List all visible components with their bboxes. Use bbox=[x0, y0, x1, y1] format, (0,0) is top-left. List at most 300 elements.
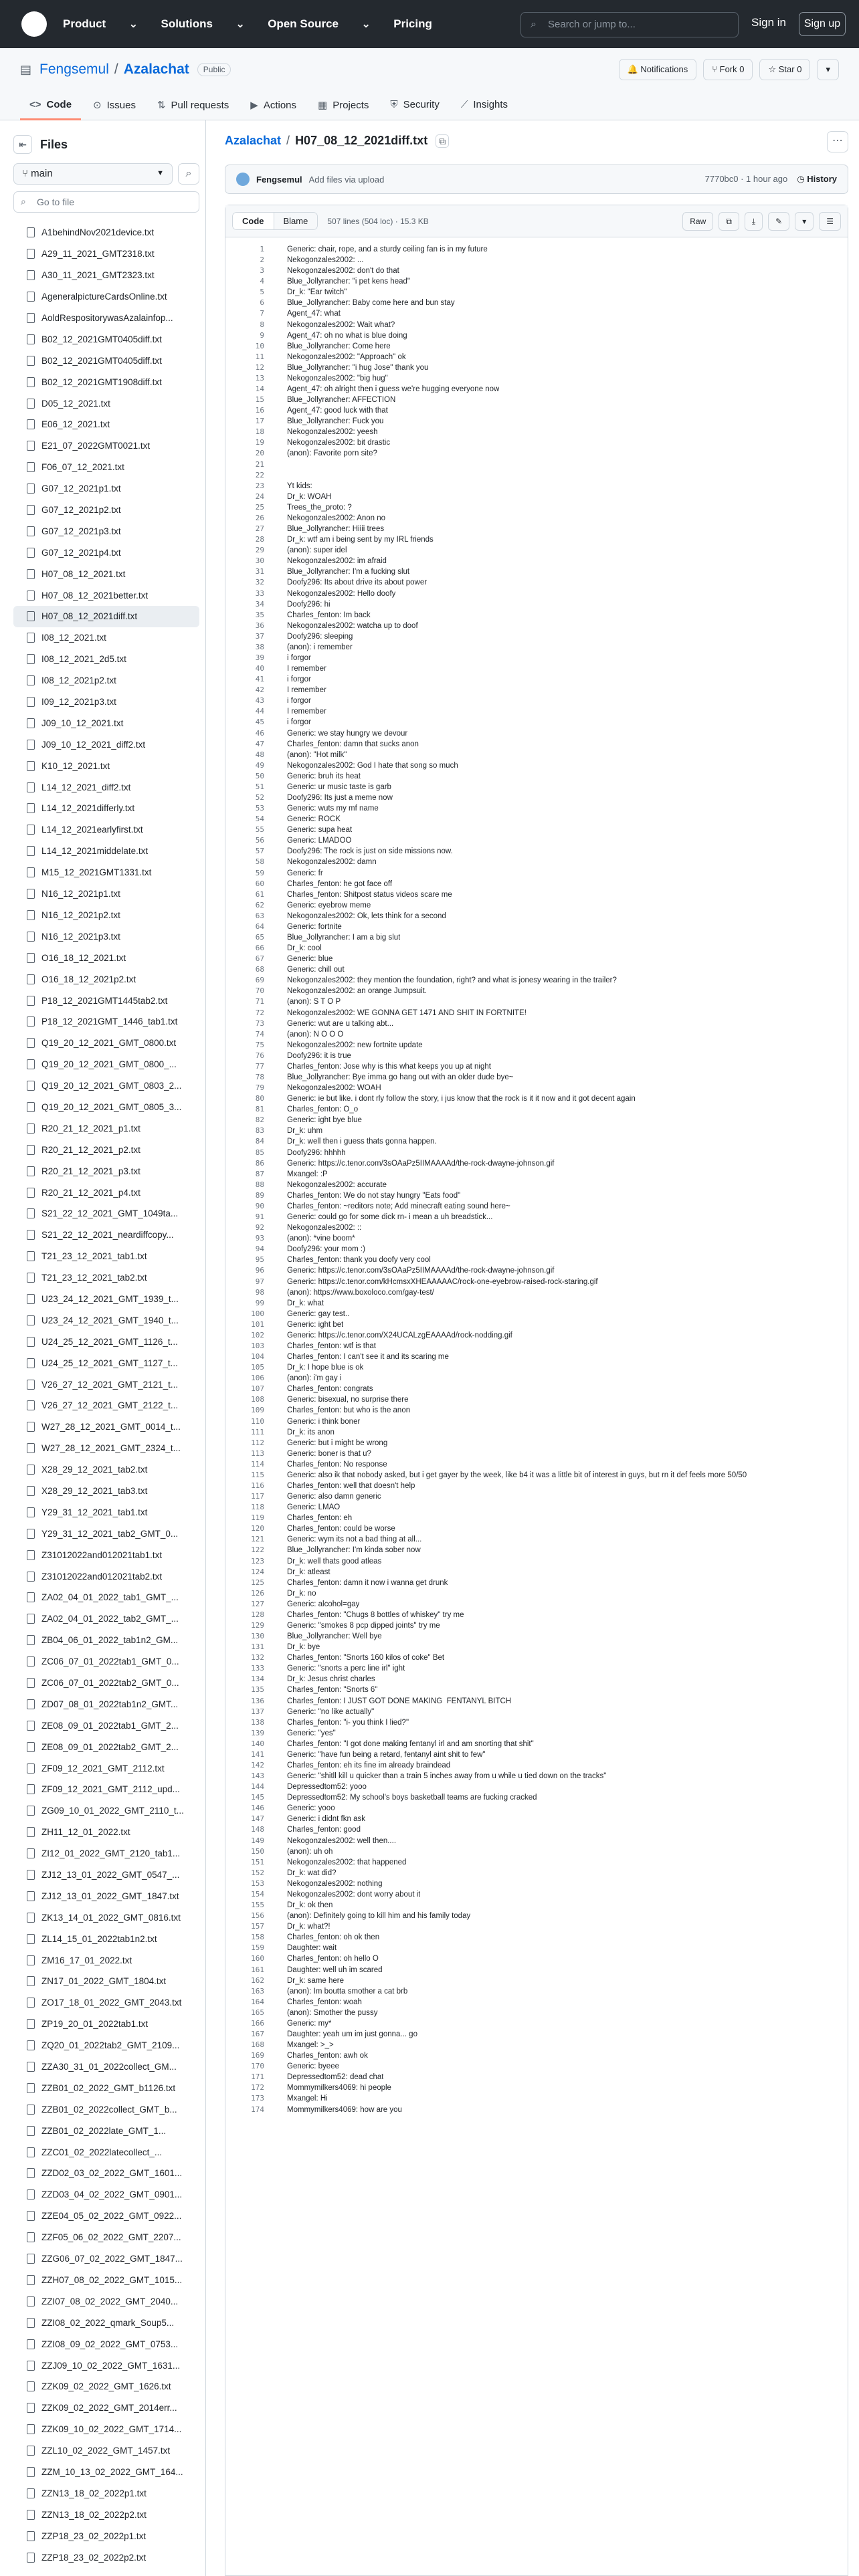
line-number[interactable]: 99 bbox=[255, 1298, 264, 1307]
topnav-product[interactable]: Product bbox=[63, 17, 106, 30]
line-number[interactable]: 157 bbox=[251, 1922, 264, 1931]
line-number[interactable]: 119 bbox=[251, 1513, 264, 1523]
file-tree-item[interactable] bbox=[13, 1011, 199, 1033]
line-number[interactable]: 94 bbox=[255, 1245, 264, 1254]
file-tree-item[interactable] bbox=[13, 520, 199, 542]
file-tree-item[interactable] bbox=[13, 883, 199, 905]
line-number[interactable]: 91 bbox=[255, 1212, 264, 1222]
file-tree-item[interactable] bbox=[13, 2248, 199, 2270]
notifications-button[interactable]: 🔔 Notifications bbox=[619, 59, 697, 80]
avatar[interactable] bbox=[236, 173, 250, 186]
file-tree-item[interactable] bbox=[13, 265, 199, 286]
line-number[interactable]: 163 bbox=[251, 1986, 264, 1996]
line-number[interactable]: 61 bbox=[255, 889, 264, 899]
line-number[interactable]: 127 bbox=[251, 1599, 264, 1608]
line-number[interactable]: 113 bbox=[251, 1448, 264, 1458]
line-number[interactable]: 36 bbox=[255, 621, 264, 630]
line-number[interactable]: 44 bbox=[255, 707, 264, 716]
line-number[interactable]: 29 bbox=[255, 546, 264, 555]
file-tree-item[interactable] bbox=[13, 1097, 199, 1118]
file-tree-item[interactable] bbox=[13, 1203, 199, 1224]
sign-in-link[interactable]: Sign in bbox=[751, 16, 786, 29]
line-number[interactable]: 144 bbox=[251, 1782, 264, 1792]
file-tree-item[interactable] bbox=[13, 2333, 199, 2355]
edit-dropdown-icon[interactable]: ▾ bbox=[795, 212, 814, 231]
file-tree-item[interactable] bbox=[13, 1459, 199, 1481]
file-tree-item[interactable] bbox=[13, 350, 199, 371]
line-number[interactable]: 87 bbox=[255, 1169, 264, 1178]
file-tree-item[interactable] bbox=[13, 1438, 199, 1459]
file-tree-item[interactable] bbox=[13, 1587, 199, 1608]
line-number[interactable]: 139 bbox=[251, 1728, 264, 1737]
line-number[interactable]: 27 bbox=[255, 524, 264, 534]
raw-button[interactable]: Raw bbox=[682, 212, 713, 231]
line-number[interactable]: 6 bbox=[260, 298, 264, 308]
line-number[interactable]: 1 bbox=[260, 245, 264, 253]
file-tree-item[interactable] bbox=[13, 905, 199, 926]
tab-security[interactable] bbox=[381, 94, 448, 120]
file-tree-item[interactable] bbox=[13, 968, 199, 990]
line-number[interactable]: 97 bbox=[255, 1277, 264, 1286]
commit-message[interactable]: Add files via upload bbox=[308, 174, 385, 185]
line-number[interactable]: 79 bbox=[255, 1083, 264, 1093]
file-tree-item[interactable] bbox=[13, 1309, 199, 1331]
line-number[interactable]: 112 bbox=[251, 1438, 264, 1447]
line-number[interactable]: 159 bbox=[251, 1943, 264, 1953]
line-number[interactable]: 67 bbox=[255, 954, 264, 964]
file-tree-item[interactable] bbox=[13, 1501, 199, 1523]
line-number[interactable]: 132 bbox=[251, 1653, 264, 1662]
file-tree-item[interactable] bbox=[13, 1224, 199, 1246]
line-number[interactable]: 168 bbox=[251, 2040, 264, 2050]
file-tree-item[interactable] bbox=[13, 1075, 199, 1097]
line-number[interactable]: 37 bbox=[255, 631, 264, 641]
file-tree-item[interactable] bbox=[13, 1693, 199, 1715]
line-number[interactable]: 64 bbox=[255, 922, 264, 931]
line-number[interactable]: 8 bbox=[260, 320, 264, 329]
edit-icon[interactable]: ✎ bbox=[768, 212, 789, 231]
file-tree-item[interactable] bbox=[13, 2227, 199, 2248]
line-number[interactable]: 129 bbox=[251, 1621, 264, 1630]
file-tree-item[interactable] bbox=[13, 1757, 199, 1779]
line-number[interactable]: 84 bbox=[255, 1137, 264, 1146]
line-number[interactable]: 156 bbox=[251, 1911, 264, 1921]
file-tree-item[interactable] bbox=[13, 1416, 199, 1438]
file-tree-item[interactable] bbox=[13, 1992, 199, 2014]
line-number[interactable]: 126 bbox=[251, 1588, 264, 1598]
line-number[interactable]: 71 bbox=[255, 997, 264, 1006]
line-number[interactable]: 96 bbox=[255, 1266, 264, 1275]
file-tree-item[interactable] bbox=[13, 1246, 199, 1267]
copy-raw-icon[interactable]: ⧉ bbox=[719, 212, 739, 231]
repo-name-link[interactable]: Azalachat bbox=[123, 62, 189, 77]
star-button[interactable]: ☆ Star 0 bbox=[759, 59, 810, 80]
blame-view-button[interactable]: Blame bbox=[274, 213, 318, 229]
line-number[interactable]: 31 bbox=[255, 567, 264, 576]
file-tree-item[interactable] bbox=[13, 308, 199, 329]
file-tree-item[interactable] bbox=[13, 1736, 199, 1757]
line-number[interactable]: 148 bbox=[251, 1825, 264, 1834]
line-number[interactable]: 147 bbox=[251, 1814, 264, 1824]
line-number[interactable]: 39 bbox=[255, 653, 264, 662]
line-number[interactable]: 160 bbox=[251, 1954, 264, 1963]
line-number[interactable]: 3 bbox=[260, 266, 264, 276]
line-number[interactable]: 75 bbox=[255, 1040, 264, 1049]
line-number[interactable]: 153 bbox=[251, 1879, 264, 1888]
line-number[interactable]: 14 bbox=[255, 385, 264, 394]
tab-insights[interactable] bbox=[452, 94, 517, 120]
file-tree-item[interactable] bbox=[13, 2440, 199, 2462]
file-tree-item[interactable] bbox=[13, 2270, 199, 2291]
breadcrumb-repo-link[interactable]: Azalachat bbox=[225, 134, 282, 147]
commit-hash[interactable]: 7770bc0 · 1 hour ago bbox=[704, 174, 788, 184]
file-tree-item[interactable] bbox=[13, 1139, 199, 1160]
line-number[interactable]: 11 bbox=[255, 352, 264, 361]
github-logo-icon[interactable] bbox=[21, 11, 47, 37]
file-tree-item[interactable] bbox=[13, 1523, 199, 1544]
file-tree-item[interactable] bbox=[13, 1566, 199, 1587]
file-tree-item[interactable] bbox=[13, 2397, 199, 2419]
file-tree-item[interactable] bbox=[13, 1651, 199, 1673]
file-tree-item[interactable] bbox=[13, 2355, 199, 2376]
file-tree-item[interactable] bbox=[13, 1800, 199, 1822]
line-number[interactable]: 155 bbox=[251, 1901, 264, 1910]
line-number[interactable]: 110 bbox=[251, 1416, 264, 1426]
search-input[interactable] bbox=[520, 12, 739, 37]
line-number[interactable]: 81 bbox=[255, 1105, 264, 1114]
line-number[interactable]: 164 bbox=[251, 1997, 264, 2006]
file-tree-item[interactable] bbox=[13, 1054, 199, 1075]
history-button[interactable]: ◷ History bbox=[797, 174, 837, 184]
file-tree-item[interactable] bbox=[13, 2290, 199, 2312]
file-tree-item[interactable] bbox=[13, 563, 199, 584]
file-tree-item[interactable] bbox=[13, 2206, 199, 2227]
file-tree-item[interactable] bbox=[13, 606, 199, 627]
line-number[interactable]: 47 bbox=[255, 739, 264, 748]
line-number[interactable]: 40 bbox=[255, 664, 264, 673]
collapse-sidebar-icon[interactable]: ⇤ bbox=[13, 135, 32, 154]
file-tree-item[interactable] bbox=[13, 1374, 199, 1395]
line-number[interactable]: 51 bbox=[255, 782, 264, 791]
line-number[interactable]: 134 bbox=[251, 1675, 264, 1684]
symbols-panel-icon[interactable]: ☰ bbox=[819, 212, 841, 231]
line-number[interactable]: 73 bbox=[255, 1018, 264, 1028]
line-number[interactable]: 90 bbox=[255, 1201, 264, 1210]
line-number[interactable]: 21 bbox=[255, 459, 264, 469]
line-number[interactable]: 66 bbox=[255, 944, 264, 953]
line-number[interactable]: 32 bbox=[255, 578, 264, 587]
file-tree-item[interactable] bbox=[13, 1481, 199, 1502]
line-number[interactable]: 109 bbox=[251, 1406, 264, 1415]
file-tree-item[interactable] bbox=[13, 2482, 199, 2504]
file-tree-item[interactable] bbox=[13, 222, 199, 243]
line-number[interactable]: 114 bbox=[251, 1459, 264, 1469]
line-number[interactable]: 9 bbox=[260, 330, 264, 340]
line-number[interactable]: 76 bbox=[255, 1051, 264, 1060]
star-dropdown-button[interactable]: ▾ bbox=[817, 59, 839, 80]
line-number[interactable]: 98 bbox=[255, 1287, 264, 1297]
line-number[interactable]: 121 bbox=[251, 1535, 264, 1544]
file-tree-item[interactable] bbox=[13, 2077, 199, 2099]
line-number[interactable]: 10 bbox=[255, 341, 264, 350]
file-tree-item[interactable] bbox=[13, 328, 199, 350]
line-number[interactable]: 62 bbox=[255, 900, 264, 909]
line-number[interactable]: 141 bbox=[251, 1749, 264, 1759]
file-tree-item[interactable] bbox=[13, 1352, 199, 1374]
search-files-button[interactable]: ⌕ bbox=[178, 163, 199, 185]
line-number[interactable]: 146 bbox=[251, 1804, 264, 1813]
sign-up-button[interactable]: Sign up bbox=[799, 12, 846, 36]
line-number[interactable]: 12 bbox=[255, 362, 264, 372]
line-number[interactable]: 63 bbox=[255, 911, 264, 920]
line-number[interactable]: 78 bbox=[255, 1073, 264, 1082]
line-number[interactable]: 52 bbox=[255, 792, 264, 802]
file-tree-item[interactable] bbox=[13, 1843, 199, 1864]
line-number[interactable]: 123 bbox=[251, 1556, 264, 1566]
line-number[interactable]: 83 bbox=[255, 1126, 264, 1136]
tab-pull-requests[interactable] bbox=[148, 94, 238, 120]
file-tree-item[interactable] bbox=[13, 435, 199, 457]
line-number[interactable]: 33 bbox=[255, 588, 264, 598]
file-tree-item[interactable] bbox=[13, 1267, 199, 1289]
line-number[interactable]: 70 bbox=[255, 986, 264, 996]
line-number[interactable]: 4 bbox=[260, 277, 264, 286]
line-number[interactable]: 65 bbox=[255, 933, 264, 942]
line-number[interactable]: 30 bbox=[255, 556, 264, 566]
file-tree-item[interactable] bbox=[13, 712, 199, 734]
line-number[interactable]: 169 bbox=[251, 2051, 264, 2060]
file-tree-item[interactable] bbox=[13, 819, 199, 841]
line-number[interactable]: 165 bbox=[251, 2008, 264, 2017]
line-number[interactable]: 42 bbox=[255, 685, 264, 695]
file-tree-item[interactable] bbox=[13, 1544, 199, 1566]
line-number[interactable]: 26 bbox=[255, 513, 264, 522]
tab-issues[interactable] bbox=[84, 94, 145, 120]
line-number[interactable]: 171 bbox=[251, 2072, 264, 2082]
line-number[interactable]: 108 bbox=[251, 1395, 264, 1404]
line-number[interactable]: 45 bbox=[255, 718, 264, 727]
commit-author[interactable]: Fengsemul bbox=[256, 174, 302, 185]
file-tree-item[interactable] bbox=[13, 1907, 199, 1928]
more-options-button[interactable]: ⋯ bbox=[827, 131, 848, 152]
go-to-file-input[interactable] bbox=[13, 191, 199, 213]
line-number[interactable]: 130 bbox=[251, 1632, 264, 1641]
file-tree-item[interactable] bbox=[13, 478, 199, 500]
topnav-pricing[interactable]: Pricing bbox=[393, 17, 432, 30]
line-number[interactable]: 122 bbox=[251, 1545, 264, 1555]
file-tree-item[interactable] bbox=[13, 2312, 199, 2333]
line-number[interactable]: 24 bbox=[255, 492, 264, 501]
line-number[interactable]: 68 bbox=[255, 965, 264, 974]
line-number[interactable]: 77 bbox=[255, 1061, 264, 1071]
line-number[interactable]: 135 bbox=[251, 1685, 264, 1695]
line-number[interactable]: 170 bbox=[251, 2062, 264, 2071]
line-number[interactable]: 13 bbox=[255, 373, 264, 383]
line-number[interactable]: 128 bbox=[251, 1610, 264, 1619]
fork-button[interactable]: ⑂ Fork 0 bbox=[703, 59, 753, 80]
line-number[interactable]: 172 bbox=[251, 2083, 264, 2092]
line-number[interactable]: 102 bbox=[251, 1330, 264, 1339]
line-number[interactable]: 105 bbox=[251, 1363, 264, 1372]
line-number[interactable]: 50 bbox=[255, 771, 264, 780]
file-tree-item[interactable] bbox=[13, 776, 199, 798]
file-tree-item[interactable] bbox=[13, 1160, 199, 1182]
code-view-button[interactable]: Code bbox=[233, 213, 274, 229]
line-number[interactable]: 23 bbox=[255, 481, 264, 490]
line-number[interactable]: 152 bbox=[251, 1868, 264, 1877]
line-number[interactable]: 125 bbox=[251, 1578, 264, 1587]
line-number[interactable]: 124 bbox=[251, 1567, 264, 1576]
file-tree-item[interactable] bbox=[13, 2376, 199, 2397]
download-icon[interactable]: ⤓ bbox=[745, 212, 763, 231]
line-number[interactable]: 86 bbox=[255, 1158, 264, 1168]
line-number[interactable]: 16 bbox=[255, 406, 264, 415]
file-tree-item[interactable] bbox=[13, 1885, 199, 1907]
line-number[interactable]: 28 bbox=[255, 535, 264, 544]
line-number[interactable]: 103 bbox=[251, 1341, 264, 1350]
line-number[interactable]: 106 bbox=[251, 1374, 264, 1383]
line-number[interactable]: 53 bbox=[255, 804, 264, 813]
branch-selector[interactable]: ⑂ main ▼ bbox=[13, 163, 173, 185]
line-number[interactable]: 54 bbox=[255, 815, 264, 824]
file-tree-item[interactable] bbox=[13, 2547, 199, 2568]
line-number[interactable]: 131 bbox=[251, 1642, 264, 1652]
file-tree-item[interactable] bbox=[13, 2056, 199, 2078]
line-number[interactable]: 57 bbox=[255, 847, 264, 856]
file-tree-item[interactable] bbox=[13, 2120, 199, 2141]
file-tree-item[interactable] bbox=[13, 1395, 199, 1416]
line-number[interactable]: 58 bbox=[255, 857, 264, 867]
file-tree-item[interactable] bbox=[13, 670, 199, 691]
file-tree-item[interactable] bbox=[13, 243, 199, 265]
line-number[interactable]: 72 bbox=[255, 1008, 264, 1017]
file-tree-item[interactable] bbox=[13, 1673, 199, 1694]
tab-code[interactable] bbox=[20, 94, 81, 120]
line-number[interactable]: 137 bbox=[251, 1707, 264, 1716]
file-tree-item[interactable] bbox=[13, 691, 199, 713]
line-number[interactable]: 136 bbox=[251, 1696, 264, 1705]
line-number[interactable]: 85 bbox=[255, 1148, 264, 1157]
line-number[interactable]: 118 bbox=[251, 1503, 264, 1512]
file-tree-item[interactable] bbox=[13, 1117, 199, 1139]
file-tree-item[interactable] bbox=[13, 755, 199, 776]
line-number[interactable]: 154 bbox=[251, 1889, 264, 1899]
line-number[interactable]: 167 bbox=[251, 2029, 264, 2038]
line-number[interactable]: 162 bbox=[251, 1975, 264, 1985]
line-number[interactable]: 60 bbox=[255, 879, 264, 888]
line-number[interactable]: 38 bbox=[255, 642, 264, 651]
file-tree-item[interactable] bbox=[13, 2419, 199, 2440]
line-number[interactable]: 80 bbox=[255, 1094, 264, 1103]
file-tree-item[interactable] bbox=[13, 1331, 199, 1352]
file-tree-item[interactable] bbox=[13, 1822, 199, 1843]
file-tree-item[interactable] bbox=[13, 286, 199, 308]
file-tree-item[interactable] bbox=[13, 926, 199, 947]
file-tree-item[interactable] bbox=[13, 947, 199, 968]
topnav-open-source[interactable]: Open Source bbox=[268, 17, 339, 30]
file-tree-item[interactable] bbox=[13, 2141, 199, 2163]
line-number[interactable]: 116 bbox=[251, 1481, 264, 1490]
file-tree-item[interactable] bbox=[13, 1033, 199, 1054]
line-number[interactable]: 35 bbox=[255, 610, 264, 619]
file-tree-item[interactable] bbox=[13, 542, 199, 563]
line-number[interactable]: 56 bbox=[255, 836, 264, 845]
file-tree-item[interactable] bbox=[13, 1182, 199, 1203]
line-number[interactable]: 138 bbox=[251, 1717, 264, 1727]
file-tree-item[interactable] bbox=[13, 1779, 199, 1800]
file-tree-item[interactable] bbox=[13, 1864, 199, 1886]
file-tree-item[interactable] bbox=[13, 649, 199, 670]
file-tree-item[interactable] bbox=[13, 798, 199, 819]
line-number[interactable]: 151 bbox=[251, 1857, 264, 1866]
line-number[interactable]: 34 bbox=[255, 599, 264, 609]
line-number[interactable]: 143 bbox=[251, 1772, 264, 1781]
line-number[interactable]: 2 bbox=[260, 255, 264, 265]
file-tree-item[interactable] bbox=[13, 841, 199, 862]
line-number[interactable]: 115 bbox=[251, 1470, 264, 1479]
line-number[interactable]: 48 bbox=[255, 750, 264, 759]
line-number[interactable]: 25 bbox=[255, 502, 264, 512]
line-number[interactable]: 111 bbox=[251, 1427, 264, 1436]
line-number[interactable]: 166 bbox=[251, 2018, 264, 2028]
file-tree-item[interactable] bbox=[13, 734, 199, 755]
line-number[interactable]: 133 bbox=[251, 1664, 264, 1673]
line-number[interactable]: 69 bbox=[255, 976, 264, 985]
copy-path-icon[interactable]: ⧉ bbox=[436, 134, 449, 148]
line-number[interactable]: 5 bbox=[260, 288, 264, 297]
tab-projects[interactable] bbox=[308, 94, 378, 120]
line-number[interactable]: 101 bbox=[251, 1319, 264, 1329]
file-tree-item[interactable] bbox=[13, 1971, 199, 1992]
line-number[interactable]: 43 bbox=[255, 696, 264, 706]
line-number[interactable]: 140 bbox=[251, 1739, 264, 1748]
line-number[interactable]: 158 bbox=[251, 1933, 264, 1942]
file-tree-item[interactable] bbox=[13, 2163, 199, 2184]
line-number[interactable]: 142 bbox=[251, 1761, 264, 1770]
file-tree-item[interactable] bbox=[13, 2184, 199, 2206]
file-tree-item[interactable] bbox=[13, 2462, 199, 2483]
file-tree-item[interactable] bbox=[13, 457, 199, 478]
file-tree-item[interactable] bbox=[13, 1289, 199, 1310]
line-number[interactable]: 104 bbox=[251, 1352, 264, 1362]
file-tree-item[interactable] bbox=[13, 2504, 199, 2525]
file-tree-item[interactable] bbox=[13, 1630, 199, 1651]
line-number[interactable]: 161 bbox=[251, 1965, 264, 1974]
line-number[interactable]: 22 bbox=[255, 470, 264, 479]
line-number[interactable]: 89 bbox=[255, 1190, 264, 1200]
line-number[interactable]: 59 bbox=[255, 868, 264, 877]
file-tree-item[interactable] bbox=[13, 1715, 199, 1736]
line-number[interactable]: 46 bbox=[255, 728, 264, 738]
file-tree-item[interactable] bbox=[13, 862, 199, 883]
line-number[interactable]: 93 bbox=[255, 1234, 264, 1243]
line-number[interactable]: 95 bbox=[255, 1255, 264, 1265]
line-number[interactable]: 149 bbox=[251, 1836, 264, 1845]
line-number[interactable]: 19 bbox=[255, 438, 264, 447]
file-tree-item[interactable] bbox=[13, 2525, 199, 2547]
line-number[interactable]: 82 bbox=[255, 1115, 264, 1125]
line-number[interactable]: 74 bbox=[255, 1029, 264, 1039]
file-tree-item[interactable] bbox=[13, 371, 199, 393]
line-number[interactable]: 145 bbox=[251, 1793, 264, 1802]
line-number[interactable]: 100 bbox=[251, 1309, 264, 1318]
line-number[interactable]: 107 bbox=[251, 1384, 264, 1394]
line-number[interactable]: 150 bbox=[251, 1846, 264, 1856]
file-tree-item[interactable] bbox=[13, 2014, 199, 2035]
line-number[interactable]: 120 bbox=[251, 1524, 264, 1533]
line-number[interactable]: 7 bbox=[260, 309, 264, 318]
file-tree-item[interactable] bbox=[13, 393, 199, 414]
